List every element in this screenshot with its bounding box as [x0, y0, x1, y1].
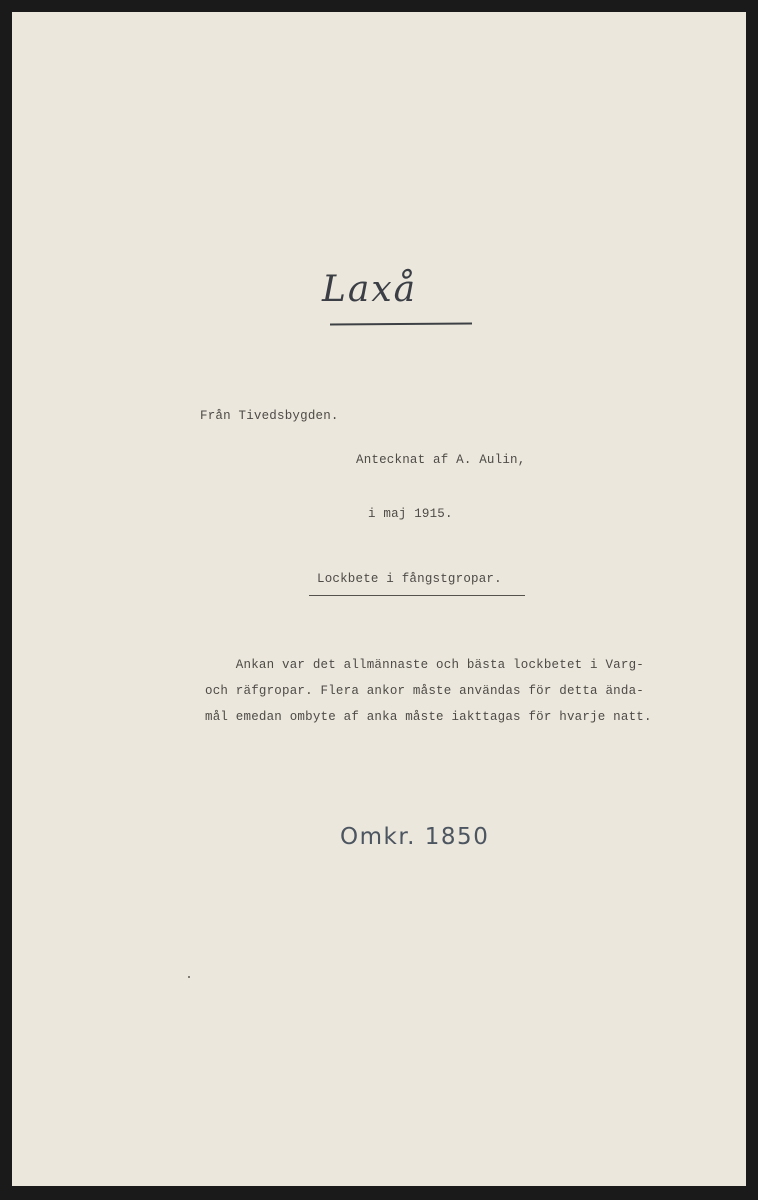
- paper-speck: [188, 976, 190, 978]
- body-line: mål emedan ombyte af anka måste iakttagas för hvarje natt.: [205, 710, 652, 724]
- handwritten-date-note: Omkr. 1850: [340, 824, 490, 850]
- section-heading-underline: [309, 595, 525, 596]
- source-line: Från Tivedsbygden.: [200, 409, 339, 423]
- date-line: i maj 1915.: [368, 507, 453, 521]
- body-line: och räfgropar. Flera ankor måste användas för detta ända-: [205, 684, 644, 698]
- section-heading: Lockbete i fångstgropar.: [317, 572, 502, 586]
- title-underline: [330, 323, 472, 326]
- recorded-by-line: Antecknat af A. Aulin,: [356, 453, 526, 467]
- body-line: Ankan var det allmännaste och bästa lockbetet i Varg-: [205, 658, 644, 672]
- handwritten-title: Laxå: [322, 269, 418, 310]
- document-page: [12, 12, 746, 1186]
